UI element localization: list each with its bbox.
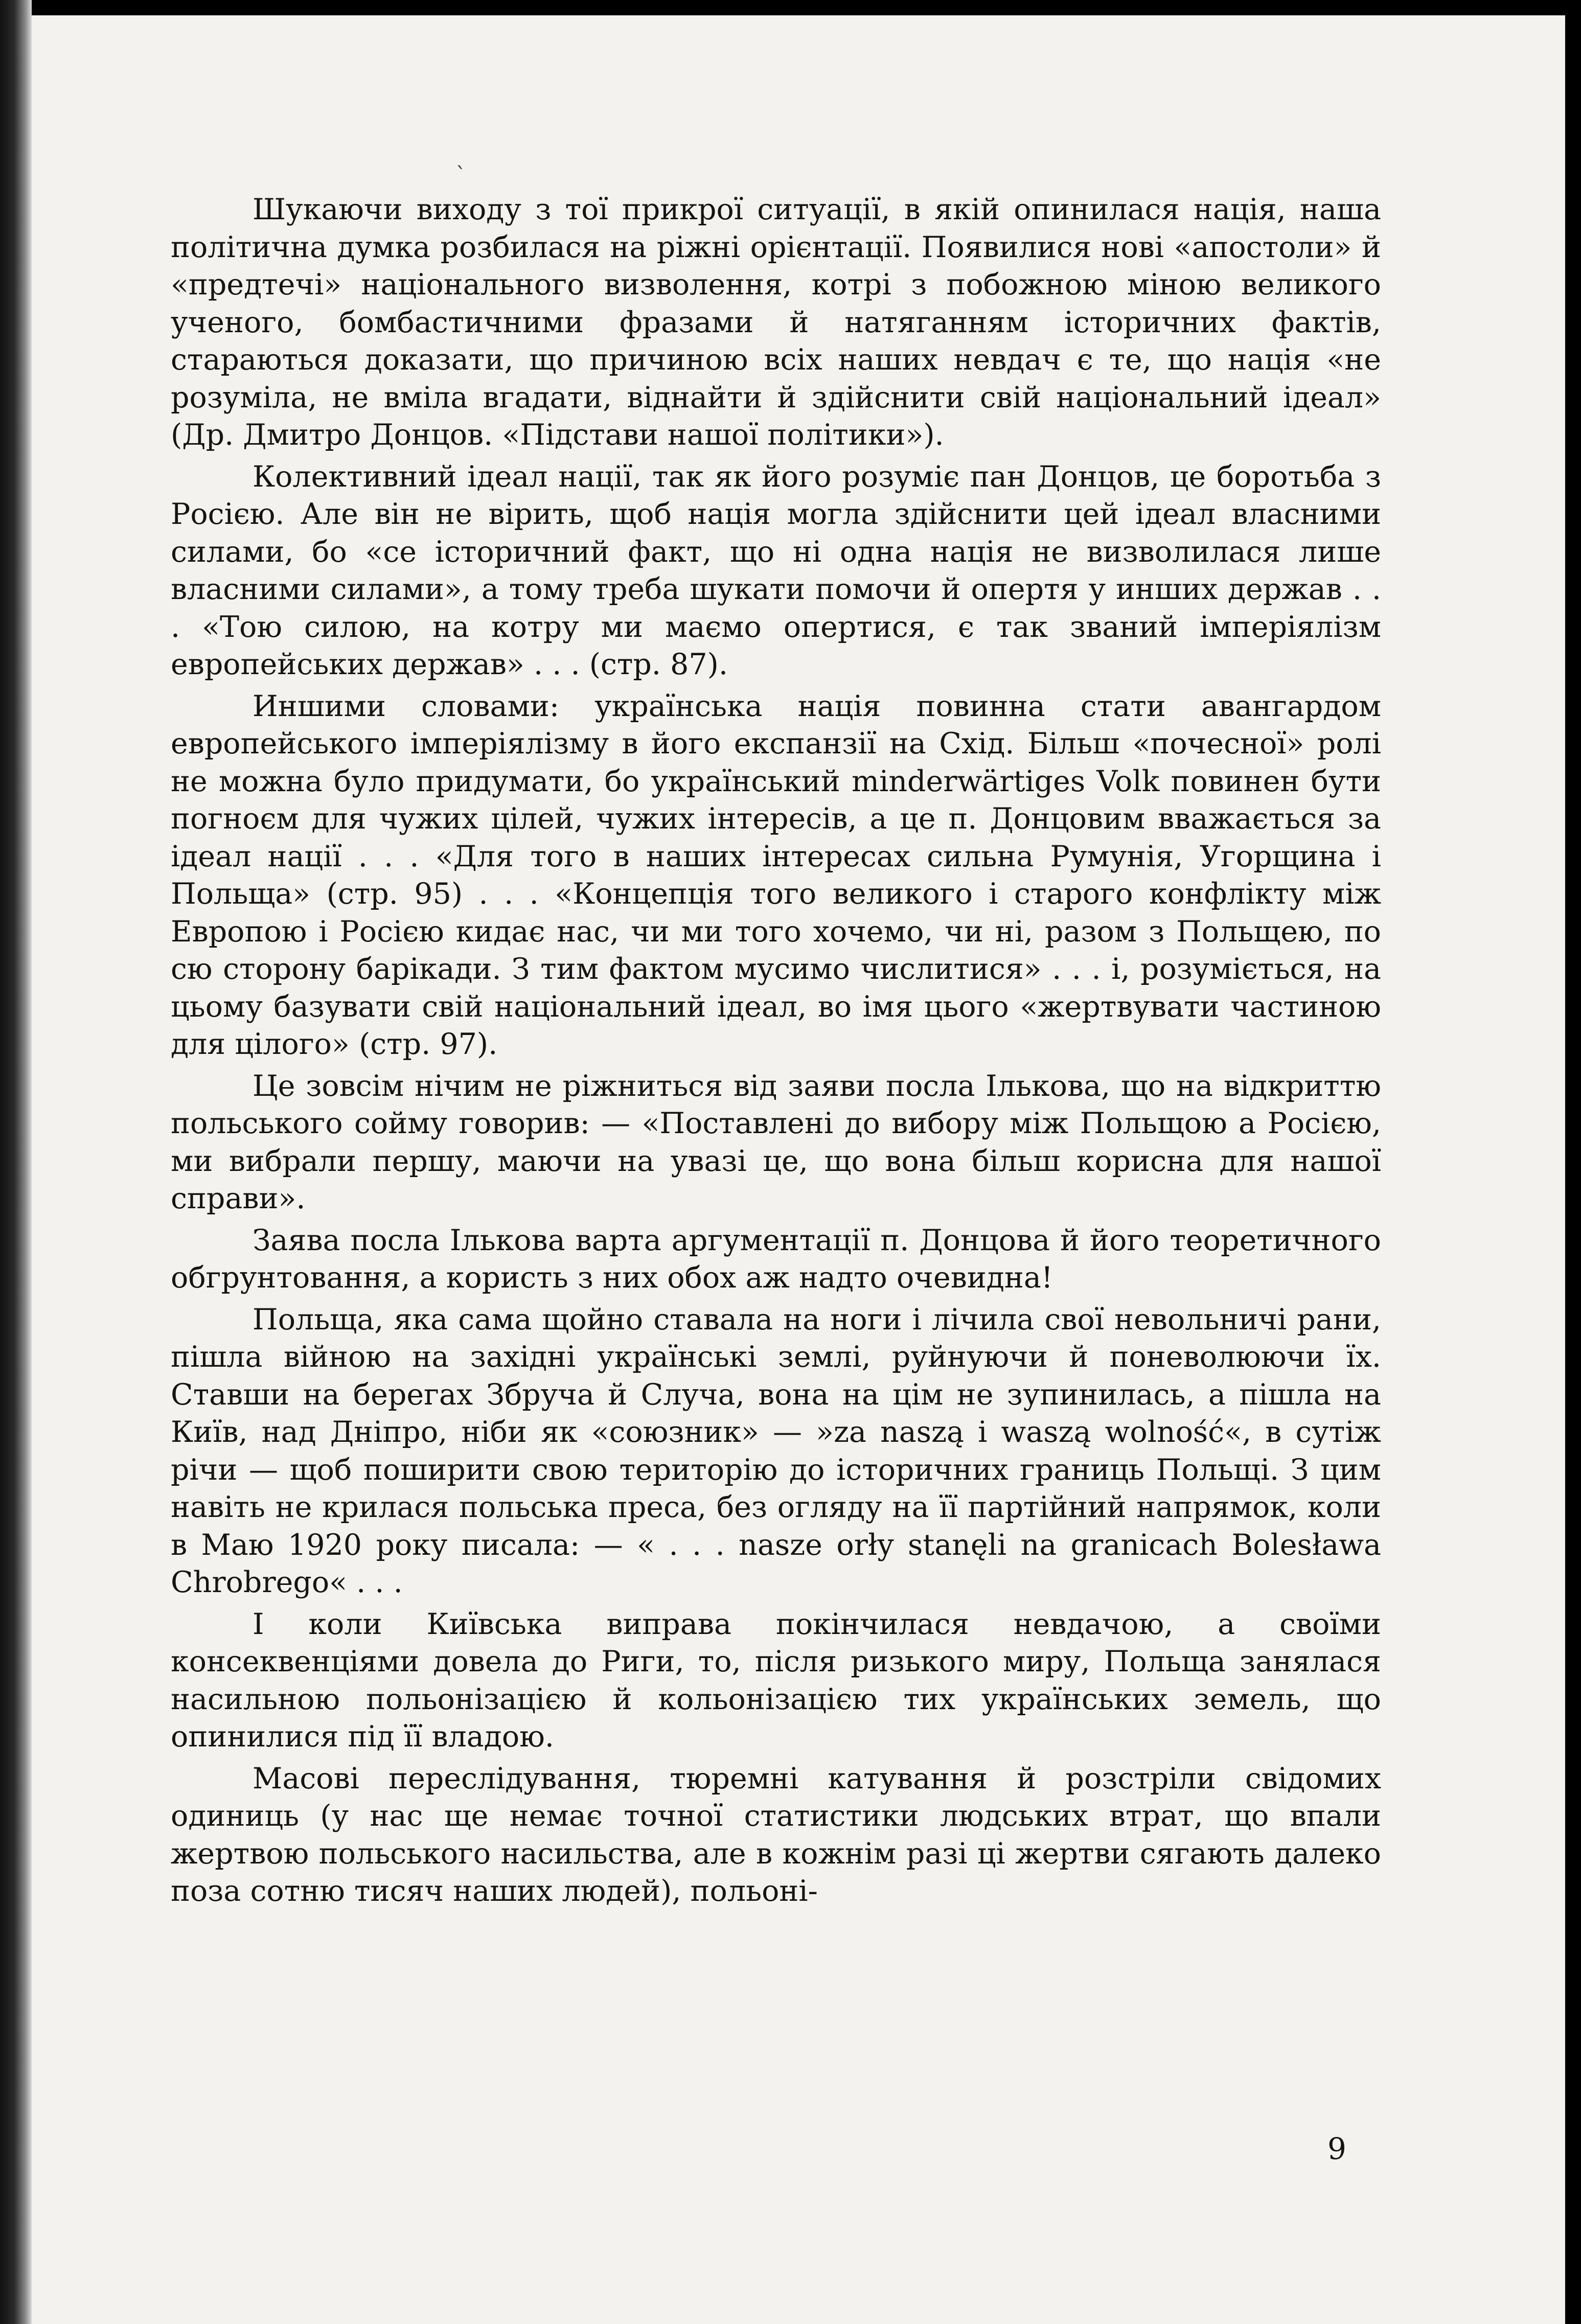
paragraph: Масові переслідування, тюремні катування й розстріли свідомих одиниць (у нас ще немає точної статистики людських втрат, що впали жертвою польського насильства, але в кожнім разі ці жертви сягають далеко поза сотню тисяч наших людей), польоні-	[171, 1761, 1381, 1908]
paragraph: Иншими словами: українська нація повинна стати авангардом европейського імперіялізму в його експанзії на Схід. Більш «почесної» ролі не можна було придумати, бо український minderwärtiges Volk повинен бути погноєм для чужих цілей, чужих інтересів, а це п. Донцовим вважається за ідеал нації . . . «Для того в наших інтересах сильна Румунія, Угорщина і Польща» (стр. 95) . . . «Концепція того великого і старого конфлікту між Европою і Росією кидає нас, чи ми того хочемо, чи ні, разом з Польщею, по сю сторону барікади. З тим фактом мусимо числитися» . . . і, розуміється, на цьому базувати свій національний ідеал, во імя цього «жертвувати частиною для цілого» (стр. 97).	[171, 689, 1381, 1061]
book-page	[32, 15, 1565, 2324]
stray-mark: ˋ	[456, 164, 466, 187]
paragraph: Заява посла Ількова варта аргументації п. Донцова й його теоретичного обгрунтовання, а користь з них обох аж надто очевидна!	[171, 1223, 1381, 1295]
scan-left-edge	[0, 0, 32, 2324]
paragraph: Шукаючи виходу з тої прикрої ситуації, в якій опинилася нація, наша політична думка розбилася на ріжні орієнтації. Появилися нові «апостоли» й «предтечі» національного визволення, котрі з побожною міною великого ученого, бомбастичними фразами й натяганням історичних фактів, стараються доказати, що причиною всіх наших невдач є те, що нація «не розуміла, не вміла вгадати, віднайти й здійснити свій національний ідеал» (Др. Дмитро Донцов. «Підстави нашої політики»).	[171, 193, 1381, 452]
paragraph: І коли Київська виправа покінчилася невдачою, а своїми консеквенціями довела до Риги, то, після ризького миру, Польща занялася насильною польонізацією й кольонізацією тих українських земель, що опинилися під її владою.	[171, 1607, 1381, 1754]
paragraph: Польща, яка сама щойно ставала на ноги і лічила свої невольничі рани, пішла війною на західні українські землі, руйнуючи й поневолюючи їх. Ставши на берегах Збруча й Случа, вона на цім не зупинилась, а пішла на Київ, над Дніпро, ніби як «союзник» — »za naszą i waszą wolność«, в сутіж річи — щоб поширити свою територію до історичних границь Польщі. З цим навіть не крилася польська преса, без огляду на її партійний напрямок, коли в Маю 1920 року писала: — « . . . nasze orły stanęli na granicach Bolesława Chrobrego« . . .	[171, 1302, 1381, 1599]
paragraph: Колективний ідеал нації, так як його розуміє пан Донцов, це боротьба з Росією. Але він не вірить, щоб нація могла здійснити цей ідеал власними силами, бо «се історичний факт, що ні одна нація не визволилася лише власними силами», а тому треба шукати помочи й опертя у инших держав . . . «Тою силою, на котру ми маємо опертися, є так званий імперіялізм европейських держав» . . . (стр. 87).	[171, 459, 1381, 681]
paragraph: Це зовсім нічим не ріжниться від заяви посла Ількова, що на відкриттю польського сойму говорив: — «Поставлені до вибору між Польщою а Росією, ми вибрали першу, маючи на увазі це, що вона більш корисна для нашої справи».	[171, 1069, 1381, 1215]
body-text	[171, 191, 1381, 1911]
page-number: 9	[1327, 2131, 1346, 2166]
